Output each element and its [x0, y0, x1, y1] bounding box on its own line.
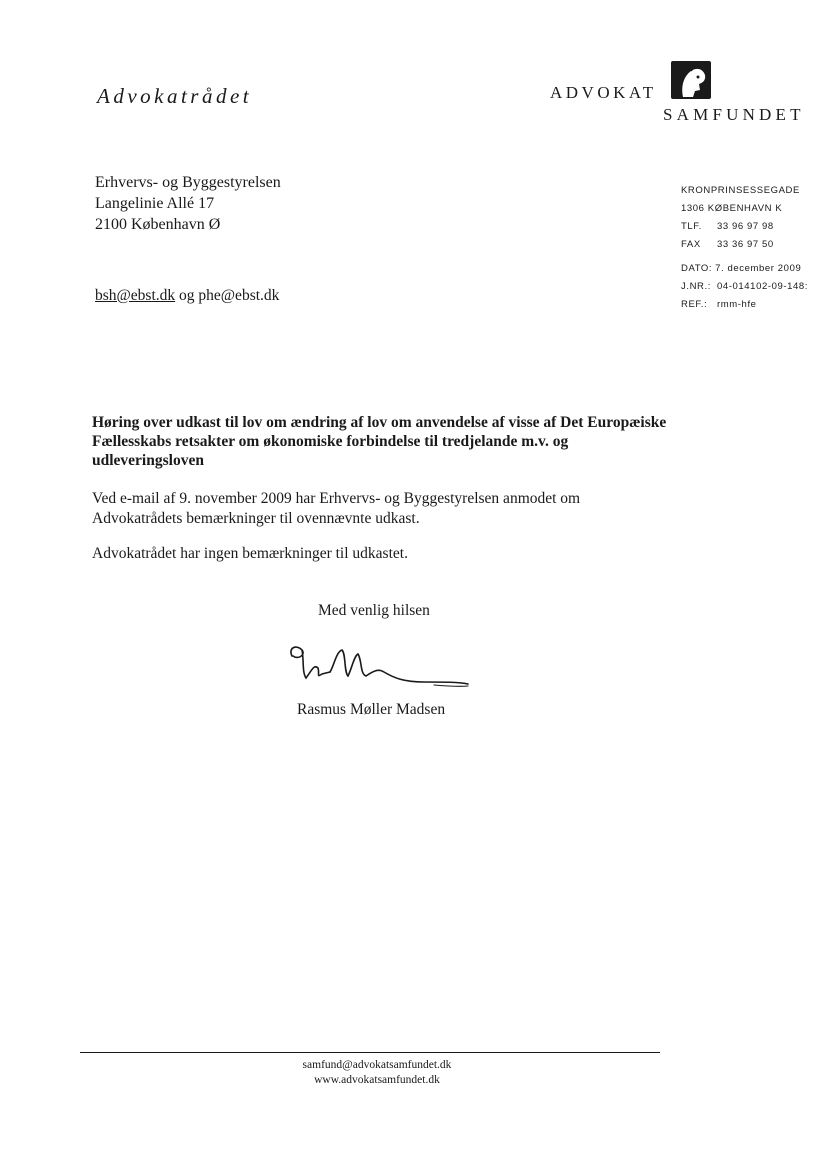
footer — [292, 1058, 462, 1088]
email-link-bsh[interactable]: bsh@ebst.dk — [95, 287, 176, 304]
email-phe: phe@ebst.dk — [198, 287, 280, 304]
jnr-value: 04-014102-09-148: — [717, 281, 809, 292]
recipient-city: 2100 København Ø — [95, 216, 221, 233]
fax-label: FAX — [681, 239, 701, 250]
ref-label: REF.: — [681, 299, 708, 310]
footer-website[interactable]: www.advokatsamfundet.dk — [314, 1074, 440, 1086]
body-paragraph-1: Ved e-mail af 9. november 2009 har Erhvervs- og Byggestyrelsen anmodet om Advokatrådets bemærkninger til ovennævnte udkast. — [92, 490, 581, 527]
date-value: 7. december 2009 — [715, 263, 802, 274]
jnr-label: J.NR.: — [681, 281, 711, 292]
fax-value: 33 36 97 50 — [717, 239, 774, 250]
handwritten-signature — [284, 638, 474, 696]
logo-wordmark-line2: SAMFUNDET — [663, 105, 805, 124]
recipient-address — [95, 172, 281, 235]
ref-value: rmm-hfe — [717, 299, 757, 310]
body-paragraph-2: Advokatrådet har ingen bemærkninger til udkastet. — [92, 545, 408, 562]
jnr-row — [681, 278, 808, 296]
phone-value: 33 96 97 98 — [717, 221, 774, 232]
footer-divider — [80, 1052, 660, 1053]
sender-name: Advokatrådet — [97, 84, 253, 108]
footer-email[interactable]: samfund@advokatsamfundet.dk — [302, 1059, 452, 1071]
date-row — [681, 260, 808, 278]
sender-street: KRONPRINSESSEGADE — [681, 185, 800, 196]
signer-name: Rasmus Møller Madsen — [297, 701, 446, 718]
email-joiner: og — [175, 287, 199, 304]
letter-subject: Høring over udkast til lov om ændring af lov om anvendelse af visse af Det Europæiske Fællesskabs retsakter om økonomiske forbindelse til tredjelande m.v. og udleveringsloven — [92, 414, 667, 469]
sender-city: 1306 KØBENHAVN K — [681, 203, 783, 214]
recipient-name: Erhvervs- og Byggestyrelsen — [95, 174, 281, 191]
advokatsamfundet-logo-icon — [669, 57, 715, 103]
fax-row — [681, 236, 808, 254]
ref-row — [681, 296, 808, 314]
recipient-street: Langelinie Allé 17 — [95, 195, 215, 212]
recipient-emails — [95, 287, 279, 305]
date-label: DATO: — [681, 263, 713, 274]
phone-row — [681, 218, 808, 236]
logo-wordmark-line1: ADVOKAT — [550, 83, 657, 102]
closing-salutation: Med venlig hilsen — [318, 602, 430, 619]
phone-label: TLF. — [681, 221, 702, 232]
sender-info-block — [681, 182, 808, 314]
